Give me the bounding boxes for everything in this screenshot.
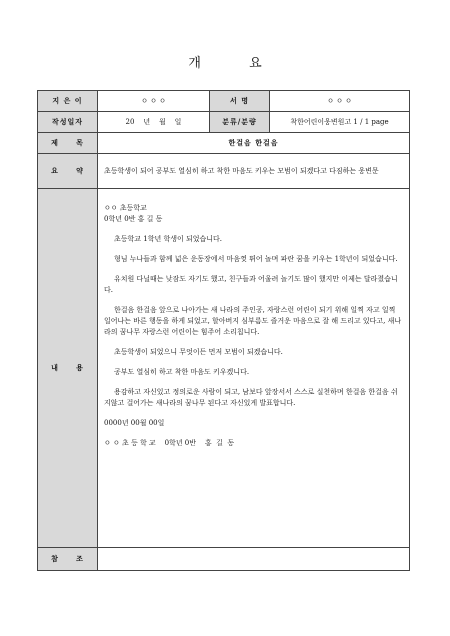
- content-paragraph: 초등학교 1학년 학생이 되었습니다.: [114, 235, 223, 243]
- reference-label: 참 조: [38, 548, 98, 571]
- overview-form: [37, 90, 410, 571]
- reference-value: [98, 548, 410, 571]
- category-label: 분류/분량: [210, 112, 270, 133]
- author-label: 지 은 이: [38, 91, 98, 112]
- date-label: 작성일자: [38, 112, 98, 133]
- subject-label: 제 목: [38, 133, 98, 154]
- content-paragraph: 공부도 열심히 하고 착한 마음도 키우겠니다.: [114, 368, 250, 376]
- author-value: ㅇ ㅇ ㅇ: [98, 91, 210, 112]
- content-paragraph: 형님 누나들과 함께 넓은 운동장에서 마음껏 뛰어 놀며 파란 꿈을 키우는 1학년이 되었습니다.: [114, 255, 398, 263]
- content-paragraph: 초등학생이 되었으니 무엇이든 먼저 모범이 되겠습니다.: [114, 348, 283, 356]
- content-paragraph: 유치원 다닐때는 낮잠도 자기도 했고, 친구들과 어울려 놀기도 많이 했지만 이제는 달라졌습니다.: [104, 275, 398, 294]
- summary-value: 초등학생이 되어 공부도 열심히 하고 착한 마음도 키우는 모범이 되겠다고 다짐하는 웅변문: [98, 154, 410, 189]
- content-paragraph: 한걸음 한걸음 앞으로 나아가는 새 나라의 주인공, 자랑스런 어린이 되기 위해 일찍 자고 일찍 일어나는 바른 행동을 하게 되었고, 할아버지 심부름도 즐거운 마음으로 잘 해 드리고 있다고, 새나라의 꿈나무 자랑스런 어린이는 힘주어 소리칩니다.: [104, 306, 402, 336]
- author-row: [38, 91, 410, 112]
- content-row: [38, 189, 410, 548]
- summary-label: 요 약: [38, 154, 98, 189]
- date-value: 20 년 월 일: [98, 112, 210, 133]
- content-date: 0000년 00월 00일: [104, 419, 165, 427]
- document-title: 개 요: [188, 56, 284, 71]
- content-class: 0학년 0반 홍 길 동: [104, 215, 163, 223]
- content-signoff: ㅇ ㅇ 초 등 학 교 0학년 0반 홍 길 동: [104, 439, 235, 447]
- content-label: 내 용: [38, 189, 98, 548]
- date-row: [38, 112, 410, 133]
- subject-value: 한걸음 한걸음: [98, 133, 410, 154]
- subject-row: [38, 133, 410, 154]
- summary-row: [38, 154, 410, 189]
- signature-label: 서 명: [210, 91, 270, 112]
- content-school: ㅇㅇ 초등학교: [104, 204, 147, 212]
- signature-value: ㅇ ㅇ ㅇ: [270, 91, 410, 112]
- content-body: [98, 189, 410, 548]
- category-value: 착한어린이웅변원고 1 / 1 page: [270, 112, 410, 133]
- reference-row: [38, 548, 410, 571]
- content-paragraph: 용감하고 자신있고 정의로운 사람이 되고, 남보다 앞장서서 스스로 실천하며 한걸음 한걸음 쉬지않고 걸어가는 새나라의 꿈나무 된다고 자신있게 발표합니다.: [104, 388, 398, 407]
